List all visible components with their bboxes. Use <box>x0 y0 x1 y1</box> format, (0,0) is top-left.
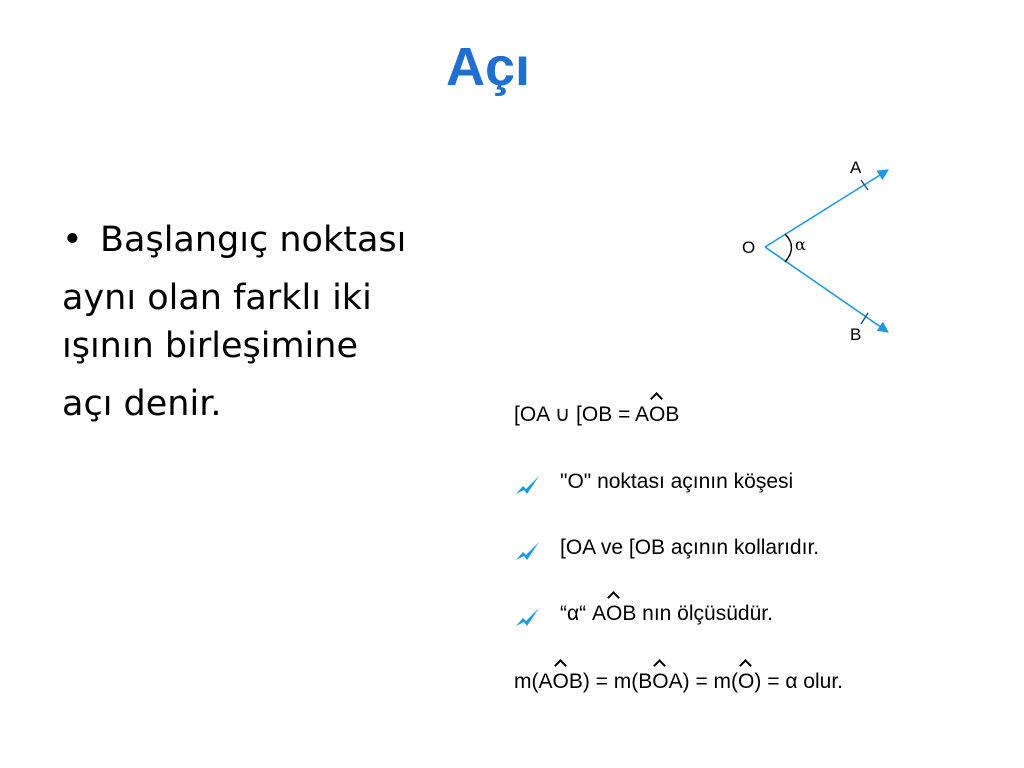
check-item-arms: [OA ve [OB açının kollarıdır. <box>560 536 820 559</box>
ray-a-label: A <box>850 158 862 177</box>
union-formula-right: B <box>665 403 680 426</box>
measure-suffix: B nın ölçüsüdür. <box>622 602 773 625</box>
measure-prefix: “α“ A <box>560 602 606 625</box>
check-item-vertex: "O" noktası açının köşesi <box>560 470 794 493</box>
angle-arc <box>785 234 792 262</box>
check-icon <box>514 474 542 496</box>
check-icon <box>514 606 542 628</box>
hat-letter: O <box>605 602 623 625</box>
mf-p4: ) = α olur. <box>754 670 843 693</box>
body-text <box>62 216 482 428</box>
angle-label: α <box>795 235 806 254</box>
body-line-2: aynı olan farklı iki <box>62 278 372 318</box>
union-formula-left: [OA ∪ [OB = A <box>514 403 650 426</box>
hat-letter: O <box>649 403 666 426</box>
ray-b-label: B <box>850 325 862 344</box>
body-line-1 <box>62 216 482 264</box>
bullet-icon: • <box>62 220 83 260</box>
hat-letter: O <box>652 670 669 693</box>
tick-a <box>861 180 868 190</box>
body-line-3: ışının birleşimine <box>62 326 358 366</box>
measure-formula <box>514 670 843 694</box>
check-icon <box>514 540 542 562</box>
union-formula <box>514 402 679 427</box>
mf-p1: m(A <box>514 670 553 693</box>
mf-p2: B) = m(B <box>568 670 653 693</box>
check-item-measure <box>560 602 773 626</box>
vertex-label: O <box>742 238 756 257</box>
slide-title: Açı <box>445 37 531 97</box>
ray-oa <box>765 170 888 247</box>
body-line-4: açı denir. <box>62 384 222 424</box>
hat-letter: O <box>552 670 569 693</box>
ray-ob <box>765 247 888 332</box>
body-line-1-text: Başlangıç noktası <box>100 220 407 260</box>
hat-letter: O <box>738 670 755 693</box>
mf-p3: A) = m( <box>668 670 739 693</box>
angle-figure <box>730 150 910 350</box>
